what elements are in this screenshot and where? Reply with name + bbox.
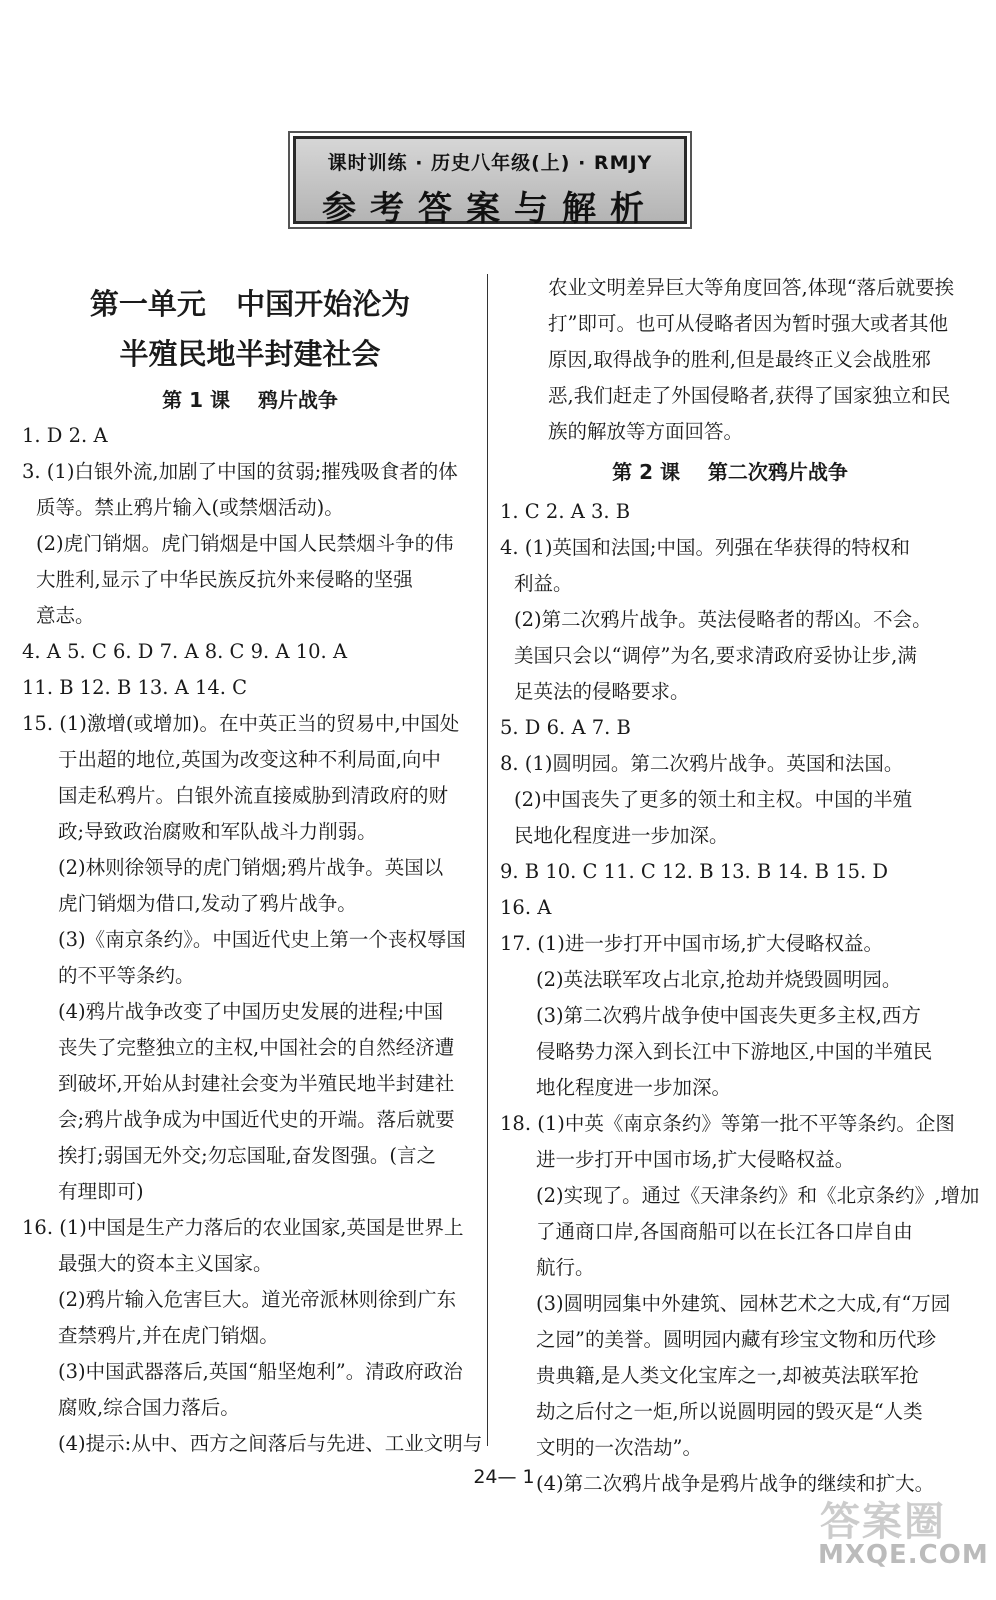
answer-line: (3)圆明园集中外建筑、园林艺术之大成,有“万园: [536, 1292, 951, 1315]
answer-line: (2)第二次鸦片战争。英法侵略者的帮凶。不会。: [514, 608, 932, 631]
answer-line: 丧失了完整独立的主权,中国社会的自然经济遭: [58, 1036, 455, 1059]
answer-line: 国走私鸦片。白银外流直接威胁到清政府的财: [58, 784, 449, 807]
answer-line: 了通商口岸,各国商船可以在长江各口岸自由: [536, 1220, 913, 1243]
unit-title-line1: 第一单元 中国开始沦为: [89, 287, 411, 321]
answer-key-header: [293, 136, 687, 229]
answer-line: 政;导致政治腐败和军队战斗力削弱。: [58, 820, 377, 843]
answer-line: (2)实现了。通过《天津条约》和《北京条约》,增加: [536, 1184, 980, 1207]
answer-line: (4)提示:从中、西方之间落后与先进、工业文明与: [58, 1432, 483, 1455]
watermark-site: MXQE.COM: [818, 1540, 989, 1570]
answer-line: 8. (1)圆明园。第二次鸦片战争。英国和法国。: [500, 752, 904, 775]
answer-line: (3)第二次鸦片战争使中国丧失更多主权,西方: [536, 1004, 921, 1027]
answer-line: 17. (1)进一步打开中国市场,扩大侵略权益。: [500, 932, 884, 955]
answer-line: 9. B 10. C 11. C 12. B 13. B 14. B 15. D: [500, 860, 889, 883]
answer-line: 有理即可): [58, 1180, 144, 1203]
answer-line: 侵略势力深入到长江中下游地区,中国的半殖民: [536, 1040, 933, 1063]
unit-title-line2: 半殖民地半封建社会: [119, 337, 381, 371]
answer-line: 打”即可。也可从侵略者因为暂时强大或者其他: [548, 312, 948, 335]
answer-line: (2)林则徐领导的虎门销烟;鸦片战争。英国以: [58, 856, 444, 879]
answer-line: 劫之后付之一炬,所以说圆明园的毁灭是“人类: [536, 1400, 923, 1423]
answer-line: (3)中国武器落后,英国“船坚炮利”。清政府政治: [58, 1360, 463, 1383]
answer-line: 查禁鸦片,并在虎门销烟。: [58, 1324, 279, 1347]
lesson-2-title: 第 2 课 第二次鸦片战争: [612, 460, 848, 484]
answer-line: 最强大的资本主义国家。: [58, 1252, 273, 1275]
answer-line: 于出超的地位,英国为改变这种不利局面,向中: [58, 748, 441, 771]
answer-line: 1. C 2. A 3. B: [500, 500, 631, 523]
answer-line: 地化程度进一步加深。: [536, 1076, 732, 1099]
answer-line: 4. (1)英国和法国;中国。列强在华获得的特权和: [500, 536, 910, 559]
answer-line: 农业文明差异巨大等角度回答,体现“落后就要挨: [548, 276, 955, 299]
answer-line: 意志。: [36, 604, 95, 627]
answer-line: 到破坏,开始从封建社会变为半殖民地半封建社: [58, 1072, 455, 1095]
book-subtitle: 课时训练 · 历史八年级(上) · RMJY: [327, 152, 653, 174]
answer-line: 虎门销烟为借口,发动了鸦片战争。: [58, 892, 357, 915]
answer-line: (2)鸦片输入危害巨大。道光帝派林则徐到广东: [58, 1288, 457, 1311]
answer-line: (2)英法联军攻占北京,抢劫并烧毁圆明园。: [536, 968, 902, 991]
answer-line: (4)鸦片战争改变了中国历史发展的进程;中国: [58, 1000, 444, 1023]
answer-line: (2)中国丧失了更多的领土和主权。中国的半殖: [514, 788, 913, 811]
lesson-1-title: 第 1 课 鸦片战争: [162, 388, 338, 412]
column-divider: [487, 274, 488, 1446]
answer-line: (4)第二次鸦片战争是鸦片战争的继续和扩大。: [536, 1472, 935, 1495]
answer-line: 进一步打开中国市场,扩大侵略权益。: [536, 1148, 855, 1171]
answer-line: 大胜利,显示了中华民族反抗外来侵略的坚强: [36, 568, 413, 591]
answer-line: 族的解放等方面回答。: [548, 420, 744, 443]
answer-line: 腐败,综合国力落后。: [58, 1396, 240, 1419]
answer-line: 3. (1)白银外流,加剧了中国的贫弱;摧残吸食者的体: [22, 460, 458, 483]
lesson-2-answers: [500, 494, 980, 1502]
left-column: [22, 282, 483, 1462]
answer-line: 会;鸦片战争成为中国近代史的开端。落后就要: [58, 1108, 455, 1131]
answer-line: 1. D 2. A: [22, 424, 108, 447]
answer-line: 美国只会以“调停”为名,要求清政府妥协让步,满: [514, 644, 917, 667]
answer-line: 文明的一次浩劫”。: [536, 1436, 702, 1459]
answer-line: 16. (1)中国是生产力落后的农业国家,英国是世界上: [22, 1216, 464, 1239]
answer-line: 15. (1)激增(或增加)。在中英正当的贸易中,中国处: [22, 712, 460, 735]
answer-line: 质等。禁止鸦片输入(或禁烟活动)。: [36, 496, 344, 519]
answer-line: 航行。: [536, 1256, 595, 1279]
answer-line: 利益。: [514, 572, 573, 595]
answer-line: 16. A: [500, 896, 552, 919]
page-title: 参考答案与解析: [322, 189, 658, 229]
answer-line: 4. A 5. C 6. D 7. A 8. C 9. A 10. A: [22, 640, 348, 663]
answer-line: (3)《南京条约》。中国近代史上第一个丧权辱国: [58, 928, 466, 951]
answer-line: 足英法的侵略要求。: [514, 680, 690, 703]
lesson-1-answers: [22, 418, 483, 1462]
page-number: 24— 1: [473, 1466, 535, 1488]
answer-line: 恶,我们赶走了外国侵略者,获得了国家独立和民: [548, 384, 951, 407]
answer-line: 挨打;弱国无外交;勿忘国耻,奋发图强。(言之: [58, 1144, 436, 1167]
answer-line: 5. D 6. A 7. B: [500, 716, 631, 739]
answer-line: 的不平等条约。: [58, 964, 195, 987]
answer-line: 之园”的美誉。圆明园内藏有珍宝文物和历代珍: [536, 1328, 936, 1351]
answer-line: 民地化程度进一步加深。: [514, 824, 729, 847]
answer-line: (2)虎门销烟。虎门销烟是中国人民禁烟斗争的伟: [36, 532, 454, 555]
answer-line: 18. (1)中英《南京条约》等第一批不平等条约。企图: [500, 1112, 955, 1135]
lesson-1-answers-continued: [500, 270, 960, 450]
answer-line: 原因,取得战争的胜利,但是最终正义会战胜邪: [548, 348, 931, 371]
right-column: [500, 270, 980, 1502]
answer-line: 11. B 12. B 13. A 14. C: [22, 676, 248, 699]
watermark-logo: 答案圈: [820, 1499, 946, 1545]
answer-line: 贵典籍,是人类文化宝库之一,却被英法联军抢: [536, 1364, 919, 1387]
